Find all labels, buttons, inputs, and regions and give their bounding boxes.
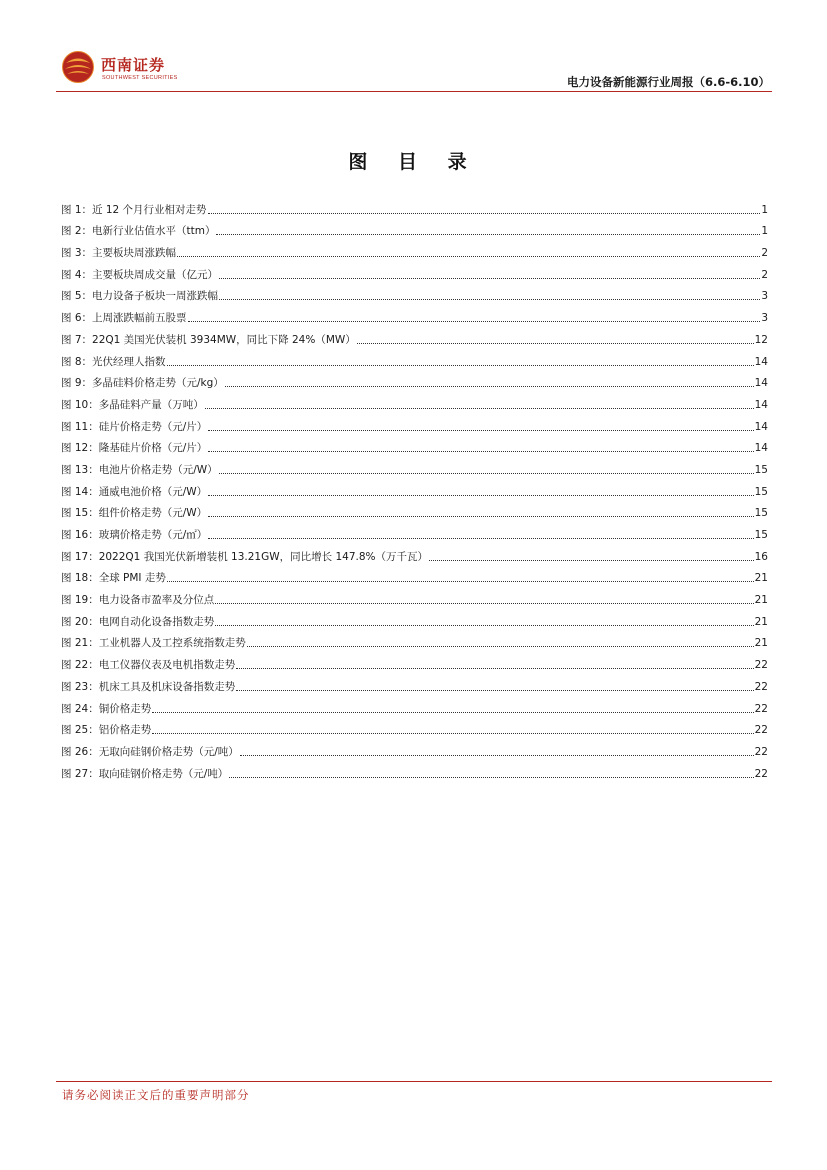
toc-entry[interactable] — [61, 412, 768, 434]
toc-entry[interactable] — [61, 607, 768, 629]
toc-entry-page[interactable]: 16 — [754, 550, 768, 563]
toc-dot-leader — [219, 278, 760, 279]
toc-entry-page[interactable]: 2 — [761, 268, 768, 281]
company-logo — [61, 50, 241, 86]
toc-entry-label[interactable]: 图 23：机床工具及机床设备指数走势 — [61, 680, 236, 693]
toc-entry-page[interactable]: 14 — [754, 355, 768, 368]
toc-entry[interactable] — [61, 650, 768, 672]
toc-entry[interactable] — [61, 217, 768, 239]
toc-dot-leader — [152, 733, 753, 734]
toc-dot-leader — [208, 495, 754, 496]
toc-entry-page[interactable]: 22 — [754, 745, 768, 758]
toc-entry-label[interactable]: 图 17：2022Q1 我国光伏新增装机 13.21GW，同比增长 147.8%（万千瓦） — [61, 550, 428, 563]
toc-entry-page[interactable]: 15 — [754, 485, 768, 498]
toc-entry[interactable] — [61, 542, 768, 564]
toc-dot-leader — [167, 365, 754, 366]
toc-entry-page[interactable]: 22 — [754, 724, 768, 737]
toc-entry-label[interactable]: 图 6：上周涨跌幅前五股票 — [61, 312, 187, 325]
toc-entry-page[interactable]: 12 — [754, 333, 768, 346]
toc-entry-page[interactable]: 3 — [761, 312, 768, 325]
toc-dot-leader — [215, 603, 753, 604]
toc-entry-page[interactable]: 22 — [754, 659, 768, 672]
toc-entry-page[interactable]: 15 — [754, 529, 768, 541]
toc-entry-page[interactable]: 22 — [754, 702, 768, 715]
page-header — [56, 46, 772, 94]
toc-entry-page[interactable]: 22 — [754, 767, 768, 780]
toc-entry-label[interactable]: 图 13：电池片价格走势（元/W） — [61, 463, 218, 476]
header-divider — [56, 91, 772, 92]
toc-entry[interactable] — [61, 369, 768, 391]
toc-entry-label[interactable]: 图 21：工业机器人及工控系统指数走势 — [61, 637, 246, 650]
toc-entry[interactable] — [61, 477, 768, 499]
figure-table-of-contents — [61, 195, 768, 781]
toc-entry-page[interactable]: 21 — [754, 637, 768, 650]
toc-entry-label[interactable]: 图 4：主要板块周成交量（亿元） — [61, 268, 219, 281]
toc-entry-page[interactable]: 1 — [761, 225, 768, 238]
toc-dot-leader — [208, 516, 754, 517]
toc-dot-leader — [208, 538, 753, 539]
toc-title: 图 目 录 — [348, 151, 479, 173]
toc-entry[interactable] — [61, 434, 768, 456]
toc-entry-page[interactable]: 21 — [754, 615, 768, 628]
report-title: 电力设备新能源行业周报（6.6-6.10） — [566, 75, 770, 89]
toc-entry-label[interactable]: 图 3：主要板块周涨跌幅 — [61, 247, 177, 260]
toc-entry-page[interactable]: 3 — [761, 290, 768, 303]
toc-entry-label[interactable]: 图 1：近 12 个月行业相对走势 — [61, 203, 207, 216]
toc-entry[interactable] — [61, 499, 768, 521]
toc-entry[interactable] — [61, 564, 768, 586]
toc-dot-leader — [357, 343, 754, 344]
toc-dot-leader — [216, 234, 760, 235]
toc-entry[interactable] — [61, 347, 768, 369]
toc-dot-leader — [177, 256, 760, 257]
toc-entry-label[interactable]: 图 10：多晶硅料产量（万吨） — [61, 398, 204, 411]
toc-entry-page[interactable]: 15 — [754, 463, 768, 476]
logo-chinese-name: 西南证券 — [101, 56, 166, 74]
toc-dot-leader — [208, 213, 761, 214]
toc-entry[interactable] — [61, 694, 768, 716]
toc-entry[interactable] — [61, 195, 768, 217]
toc-entry-label[interactable]: 图 16：玻璃价格走势（元/㎡） — [61, 529, 208, 541]
toc-entry[interactable] — [61, 759, 768, 781]
toc-dot-leader — [229, 777, 753, 778]
toc-entry-label[interactable]: 图 26：无取向硅钢价格走势（元/吨） — [61, 745, 239, 758]
toc-entry-label[interactable]: 图 9：多晶硅料价格走势（元/kg） — [61, 377, 224, 390]
toc-dot-leader — [208, 451, 753, 452]
toc-entry[interactable] — [61, 520, 768, 542]
toc-entry-label[interactable]: 图 11：硅片价格走势（元/片） — [61, 420, 208, 433]
toc-entry-page[interactable]: 22 — [754, 680, 768, 693]
toc-entry-page[interactable]: 15 — [754, 507, 768, 520]
footer-divider — [56, 1081, 772, 1082]
toc-entry[interactable] — [61, 260, 768, 282]
toc-entry-label[interactable]: 图 18：全球 PMI 走势 — [61, 572, 166, 585]
toc-entry[interactable] — [61, 390, 768, 412]
toc-entry-label[interactable]: 图 19：电力设备市盈率及分位点 — [61, 594, 215, 607]
toc-entry-page[interactable]: 2 — [761, 247, 768, 260]
toc-dot-leader — [152, 712, 753, 713]
toc-entry-label[interactable]: 图 2：电新行业估值水平（ttm） — [61, 225, 216, 238]
toc-dot-leader — [236, 668, 753, 669]
toc-entry[interactable] — [61, 325, 768, 347]
toc-dot-leader — [219, 473, 754, 474]
toc-entry[interactable] — [61, 737, 768, 759]
toc-entry[interactable] — [61, 672, 768, 694]
toc-dot-leader — [208, 430, 753, 431]
toc-entry-label[interactable]: 图 20：电网自动化设备指数走势 — [61, 615, 215, 628]
toc-entry-label[interactable]: 图 25：铝价格走势 — [61, 724, 152, 737]
toc-entry-label[interactable]: 图 5：电力设备子板块一周涨跌幅 — [61, 290, 219, 303]
toc-entry[interactable] — [61, 455, 768, 477]
toc-entry-label[interactable]: 图 8：光伏经理人指数 — [61, 355, 166, 368]
toc-entry[interactable] — [61, 585, 768, 607]
toc-entry-page[interactable]: 14 — [754, 377, 768, 390]
toc-entry-label[interactable]: 图 22：电工仪器仪表及电机指数走势 — [61, 659, 236, 672]
toc-entry-label[interactable]: 图 14：通威电池价格（元/W） — [61, 485, 208, 498]
toc-entry-label[interactable]: 图 12：隆基硅片价格（元/片） — [61, 442, 208, 455]
toc-entry-page[interactable]: 21 — [754, 572, 768, 585]
toc-dot-leader — [205, 408, 754, 409]
toc-entry-label[interactable]: 图 7：22Q1 美国光伏装机 3934MW，同比下降 24%（MW） — [61, 333, 356, 346]
toc-entry-label[interactable]: 图 27：取向硅钢价格走势（元/吨） — [61, 767, 229, 780]
toc-dot-leader — [188, 321, 761, 322]
toc-entry-page[interactable]: 14 — [754, 420, 768, 433]
toc-dot-leader — [167, 581, 754, 582]
toc-entry-page[interactable]: 14 — [754, 442, 768, 455]
toc-dot-leader — [219, 299, 760, 300]
toc-entry-label[interactable]: 图 24：铜价格走势 — [61, 702, 152, 715]
toc-entry-page[interactable]: 1 — [761, 203, 768, 216]
southwest-securities-logo-icon — [61, 50, 95, 84]
toc-dot-leader — [215, 625, 753, 626]
toc-entry[interactable] — [61, 282, 768, 304]
toc-entry[interactable] — [61, 716, 768, 738]
toc-dot-leader — [236, 690, 753, 691]
toc-entry[interactable] — [61, 629, 768, 651]
toc-dot-leader — [247, 646, 754, 647]
toc-entry[interactable] — [61, 303, 768, 325]
toc-dot-leader — [240, 755, 754, 756]
toc-entry-label[interactable]: 图 15：组件价格走势（元/W） — [61, 507, 208, 520]
footer-notice: 请务必阅读正文后的重要声明部分 — [62, 1088, 250, 1102]
toc-dot-leader — [225, 386, 754, 387]
toc-entry[interactable] — [61, 238, 768, 260]
toc-entry-page[interactable]: 21 — [754, 594, 768, 607]
toc-dot-leader — [429, 560, 754, 561]
logo-english-name: SOUTHWEST SECURITIES — [102, 75, 178, 81]
toc-entry-page[interactable]: 14 — [754, 398, 768, 411]
